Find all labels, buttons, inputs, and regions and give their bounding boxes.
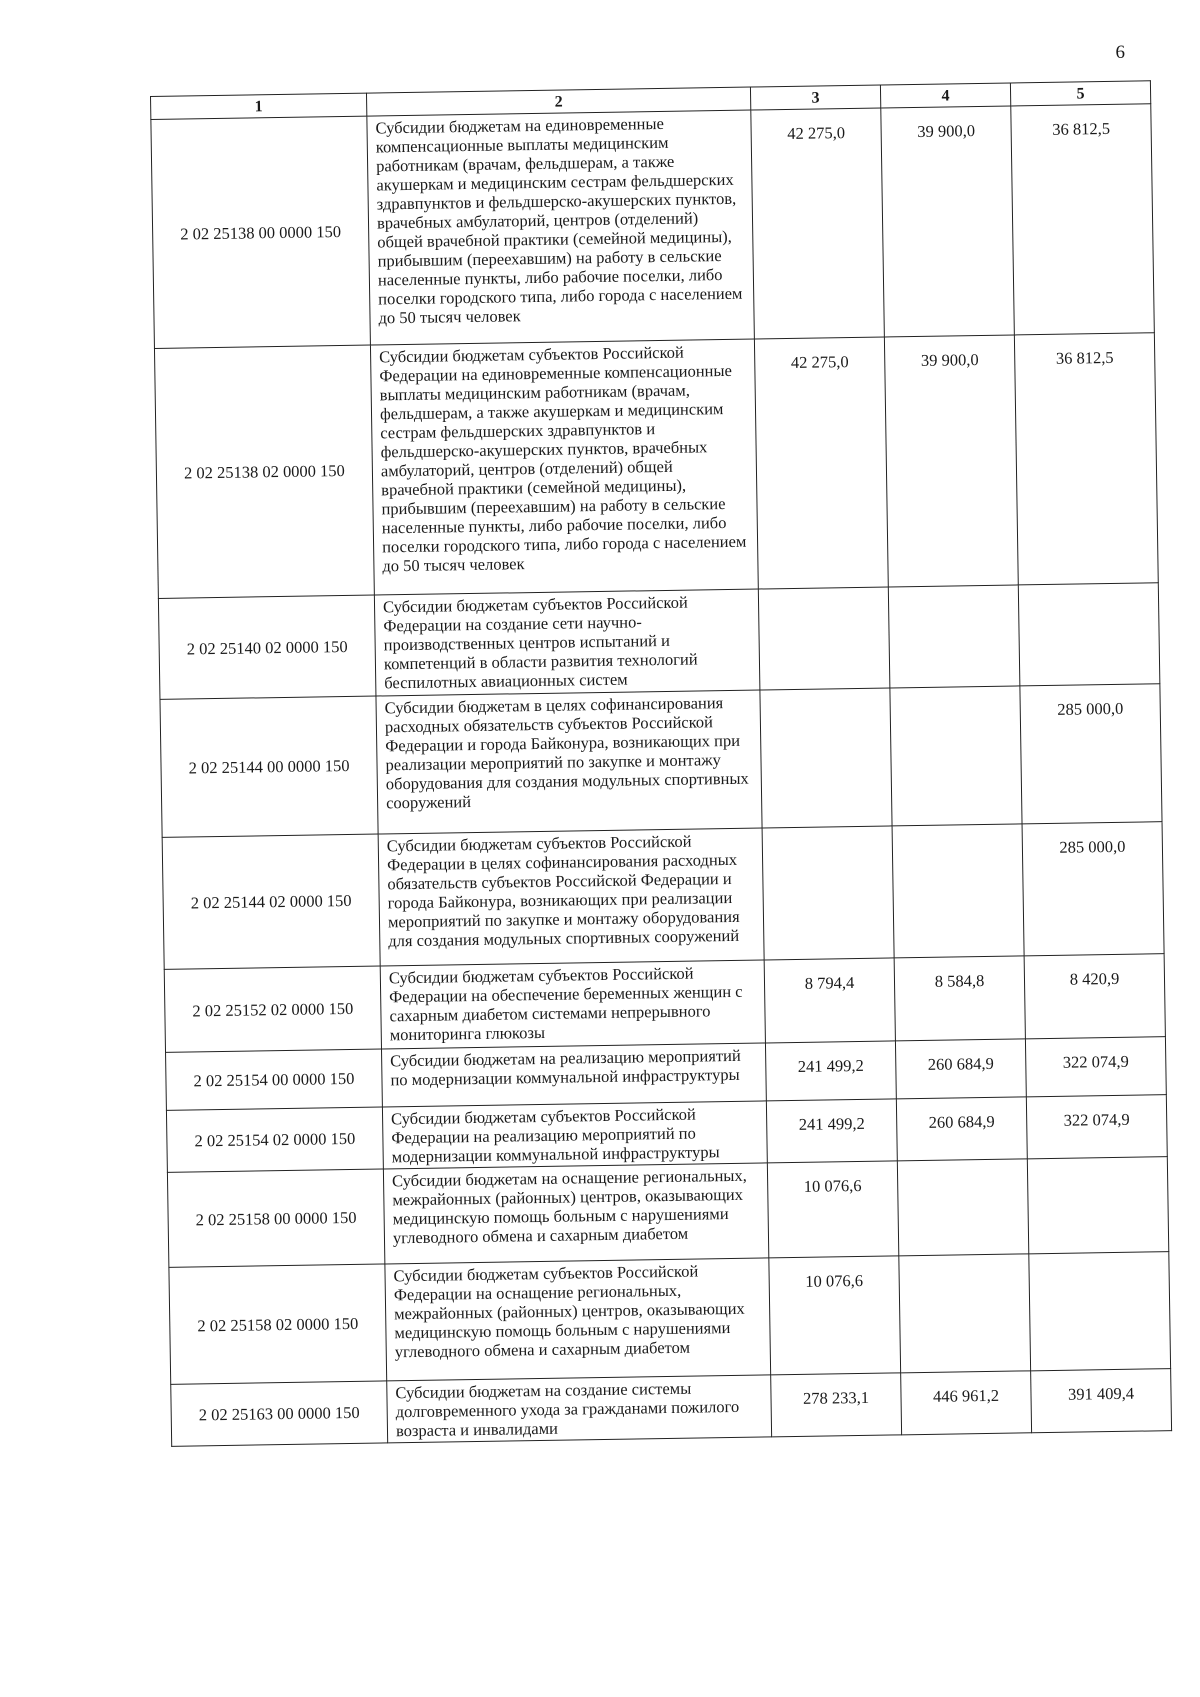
value-col5-cell: 322 074,9 (1025, 1037, 1166, 1097)
budget-code-cell: 2 02 25154 02 0000 150 (166, 1107, 383, 1172)
value-col3-cell (758, 587, 890, 690)
value-col5-cell: 36 812,5 (1014, 333, 1158, 585)
description-cell: Субсидии бюджетам субъектов Российской Федерации на создание сети научно-производственных центров испытаний и компетенций в области развития технологий беспилотных авиационных систем (374, 589, 760, 696)
table-row (169, 1252, 1171, 1385)
value-col4-cell: 39 900,0 (884, 335, 1018, 587)
value-col3-cell: 10 076,6 (767, 1161, 898, 1258)
value-col4-cell: 8 584,8 (894, 956, 1025, 1041)
value-col5-cell (1029, 1252, 1171, 1371)
budget-code-cell: 2 02 25163 00 0000 150 (171, 1381, 388, 1446)
value-col5-cell: 391 409,4 (1031, 1369, 1172, 1433)
value-col5-cell: 322 074,9 (1026, 1095, 1167, 1159)
description-cell: Субсидии бюджетам на реализацию мероприятий по модернизации коммунальной инфраструктуры (381, 1043, 766, 1107)
column-header: 1 (151, 93, 367, 119)
budget-code-cell: 2 02 25158 00 0000 150 (167, 1169, 384, 1267)
column-header: 2 (366, 87, 750, 116)
value-col3-cell: 42 275,0 (751, 108, 885, 339)
description-cell: Субсидии бюджетам субъектов Российской Федерации в целях софинансирования расходных обязательств субъектов Российской Федерации и города Байконура, возникающих при реализации мероприятий по закупке и монтажу оборудования для создания модульных спортивных сооружений (378, 828, 764, 966)
table-row (151, 104, 1154, 349)
description-cell: Субсидии бюджетам на создание системы долговременного ухода за гражданами пожилого возраста и инвалидами (387, 1375, 772, 1443)
description-cell: Субсидии бюджетам субъектов Российской Федерации на оснащение региональных, межрайонных (районных) центров, оказывающих медицинскую помощь больным с нарушениями углеводного обмена и сахарным диабетом (385, 1258, 771, 1381)
table-row (167, 1157, 1168, 1268)
page-number: 6 (1115, 42, 1125, 63)
table-row (162, 822, 1164, 970)
value-col3-cell: 10 076,6 (769, 1256, 901, 1375)
description-cell: Субсидии бюджетам субъектов Российской Федерации на реализацию мероприятий по модернизации коммунальной инфраструктуры (382, 1101, 767, 1169)
value-col4-cell: 39 900,0 (881, 106, 1015, 337)
value-col4-cell: 260 684,9 (896, 1097, 1027, 1161)
budget-code-cell: 2 02 25144 02 0000 150 (162, 834, 380, 969)
value-col4-cell (890, 686, 1022, 826)
value-col5-cell: 285 000,0 (1022, 822, 1164, 956)
value-col3-cell: 241 499,2 (765, 1041, 896, 1101)
value-col4-cell (888, 585, 1020, 688)
value-col5-cell (1027, 1157, 1168, 1254)
description-cell: Субсидии бюджетам субъектов Российской Федерации на единовременные компенсационные выплаты медицинским работникам (врачам, фельдшерам, а также акушеркам и медицинским сестрам фельдшерских здравпунктов и фельдшерско-акушерских пунктов, врачебных амбулаторий, центров (отделений) общей врачебной практики (семейной медицины), прибывшим (переехавшим) на работу в сельские населенные пункты, либо рабочие поселки, либо поселки городского типа, либо города с населением до 50 тысяч человек (370, 339, 758, 595)
value-col3-cell: 42 275,0 (754, 337, 888, 589)
value-col5-cell: 285 000,0 (1020, 684, 1162, 824)
description-cell: Субсидии бюджетам на единовременные компенсационные выплаты медицинским работникам (врачам, фельдшерам, а также акушеркам и медицинским сестрам фельдшерских здравпунктов и фельдшерско-акушерских пунктов, врачебных амбулаторий, центров (отделений) общей врачебной практики (семейной медицины), прибывшим (переехавшим) на работу в сельские населенные пункты, либо рабочие поселки, либо поселки городского типа, либо города с населением до 50 тысяч человек (367, 110, 755, 345)
value-col3-cell: 8 794,4 (764, 958, 895, 1043)
table-row (164, 954, 1165, 1053)
value-col4-cell: 446 961,2 (901, 1371, 1032, 1435)
budget-code-cell: 2 02 25140 02 0000 150 (158, 595, 376, 699)
budget-code-cell: 2 02 25154 00 0000 150 (166, 1049, 383, 1110)
table-row (158, 583, 1159, 700)
budget-code-cell: 2 02 25158 02 0000 150 (169, 1264, 387, 1384)
value-col3-cell: 241 499,2 (766, 1099, 897, 1163)
description-cell: Субсидии бюджетам в целях софинансирования расходных обязательств субъектов Российской Федерации и города Байконура, возникающих при реализации мероприятий по закупке и монтажу оборудования для создания модульных спортивных сооружений (376, 690, 762, 834)
budget-table (150, 80, 1172, 1447)
value-col4-cell: 260 684,9 (895, 1039, 1026, 1099)
column-header: 5 (1010, 81, 1150, 106)
table-row (154, 333, 1158, 599)
budget-code-cell: 2 02 25138 00 0000 150 (151, 116, 371, 348)
value-col5-cell (1018, 583, 1160, 686)
value-col5-cell: 8 420,9 (1024, 954, 1165, 1039)
value-col4-cell (899, 1254, 1031, 1373)
value-col3-cell: 278 233,1 (771, 1373, 902, 1437)
description-cell: Субсидии бюджетам субъектов Российской Федерации на обеспечение беременных женщин с сахарным диабетом системами непрерывного мониторинга глюкозы (380, 960, 765, 1049)
value-col5-cell: 36 812,5 (1011, 104, 1155, 335)
value-col3-cell (760, 688, 892, 828)
value-col3-cell (762, 826, 894, 960)
value-col4-cell (897, 1159, 1028, 1256)
description-cell: Субсидии бюджетам на оснащение региональных, межрайонных (районных) центров, оказывающих медицинскую помощь больным с нарушениями углеводного обмена и сахарным диабетом (383, 1163, 768, 1264)
budget-code-cell: 2 02 25144 00 0000 150 (160, 696, 378, 837)
table-row (160, 684, 1162, 838)
column-header: 3 (750, 85, 880, 110)
budget-code-cell: 2 02 25152 02 0000 150 (164, 966, 381, 1052)
budget-code-cell: 2 02 25138 02 0000 150 (154, 345, 374, 598)
column-header: 4 (880, 83, 1010, 108)
value-col4-cell (892, 824, 1024, 958)
